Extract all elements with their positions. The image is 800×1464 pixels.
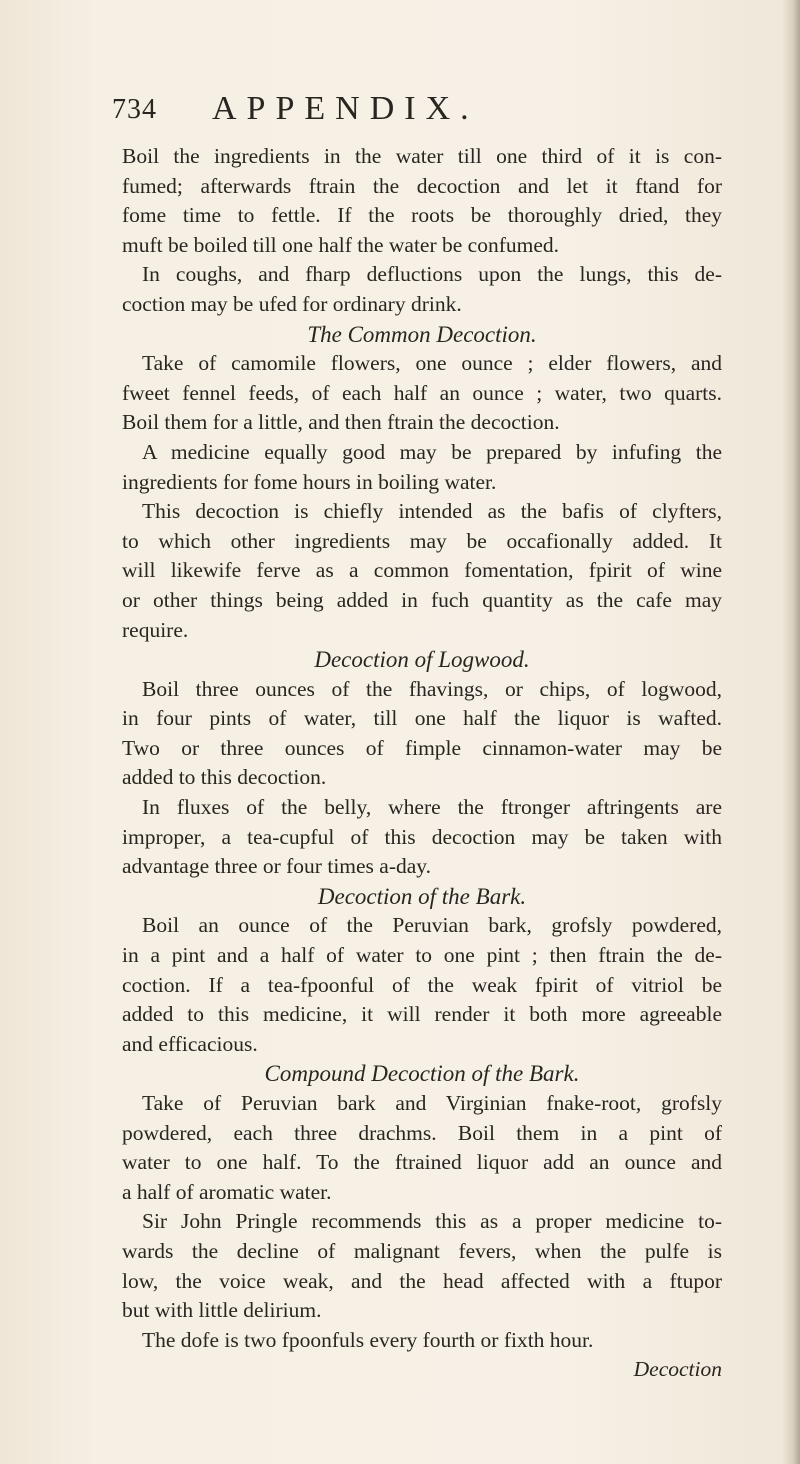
text-line: Boil an ounce of the Peruvian bark, grofsly powdered,	[142, 913, 722, 938]
text-line: This decoction is chiefly intended as the bafis of clyfters,	[142, 499, 722, 524]
text-line: fome time to fettle. If the roots be thoroughly dried, they	[122, 203, 722, 228]
page-header	[112, 90, 712, 130]
text-line: A medicine equally good may be prepared by infufing the	[142, 439, 722, 464]
text-line: The dofe is two fpoonfuls every fourth or fixth hour.	[142, 1327, 594, 1352]
text-line: Boil the ingredients in the water till one third of it is con-	[122, 144, 722, 168]
text-line: require.	[122, 617, 189, 642]
text-line: in four pints of water, till one half the liquor is wafted.	[122, 706, 722, 731]
text-line: Boil them for a little, and then ftrain the decoction.	[122, 410, 560, 435]
text-line: advantage three or four times a-day.	[122, 854, 432, 879]
text-line: will likewife ferve as a common fomentation, fpirit of wine	[122, 558, 722, 583]
text-line: or other things being added in fuch quantity as the cafe may	[122, 587, 722, 612]
section-heading: Decoction of Logwood.	[314, 647, 530, 673]
body-text	[122, 142, 722, 1385]
text-line: coction. If a tea-fpoonful of the weak fpirit of vitriol be	[122, 972, 722, 997]
page-number: 734	[112, 94, 157, 125]
text-line: ingredients for fome hours in boiling water.	[122, 469, 497, 494]
section-heading: Decoction of the Bark.	[317, 883, 527, 909]
section-heading: The Common Decoction.	[307, 321, 537, 347]
text-line: in a pint and a half of water to one pint ; then ftrain the de-	[122, 943, 722, 968]
text-line: and efficacious.	[122, 1031, 258, 1056]
page-edge-shadow	[782, 0, 800, 1464]
text-line: In fluxes of the belly, where the ftronger aftringents are	[142, 795, 722, 820]
text-line: Take of camomile flowers, one ounce ; elder flowers, and	[142, 351, 722, 376]
text-line: to which other ingredients may be occafionally added. It	[122, 528, 722, 553]
text-line: Two or three ounces of fimple cinnamon-water may be	[122, 735, 722, 760]
section-heading: Compound Decoction of the Bark.	[264, 1061, 580, 1087]
text-line: coction may be ufed for ordinary drink.	[122, 291, 462, 316]
text-line: fweet fennel feeds, of each half an ounce ; water, two quarts.	[122, 380, 722, 405]
text-line: muft be boiled till one half the water be confumed.	[122, 232, 560, 257]
text-line: added to this medicine, it will render it both more agreeable	[122, 1002, 722, 1027]
text-line: water to one half. To the ftrained liquor add an ounce and	[122, 1150, 722, 1175]
text-line: Take of Peruvian bark and Virginian fnake-root, grofsly	[142, 1091, 722, 1115]
text-line: fumed; afterwards ftrain the decoction and let it ftand for	[122, 173, 722, 198]
running-head: APPENDIX.	[212, 90, 479, 127]
text-line: Boil three ounces of the fhavings, or chips, of logwood,	[142, 676, 722, 701]
text-line: low, the voice weak, and the head affected with a ftupor	[122, 1268, 722, 1293]
text-line: added to this decoction.	[122, 765, 327, 790]
text-line: improper, a tea-cupful of this decoction may be taken with	[122, 824, 722, 849]
text-line: wards the decline of malignant fevers, when the pulfe is	[122, 1238, 722, 1263]
text-line: powdered, each three drachms. Boil them in a pint of	[122, 1120, 722, 1145]
text-line: Sir John Pringle recommends this as a proper medicine to-	[142, 1209, 722, 1234]
text-line: but with little delirium.	[122, 1298, 322, 1323]
text-line: In coughs, and fharp defluctions upon the lungs, this de-	[142, 262, 722, 287]
text-line: a half of aromatic water.	[122, 1179, 332, 1204]
catchword: Decoction	[633, 1357, 722, 1382]
